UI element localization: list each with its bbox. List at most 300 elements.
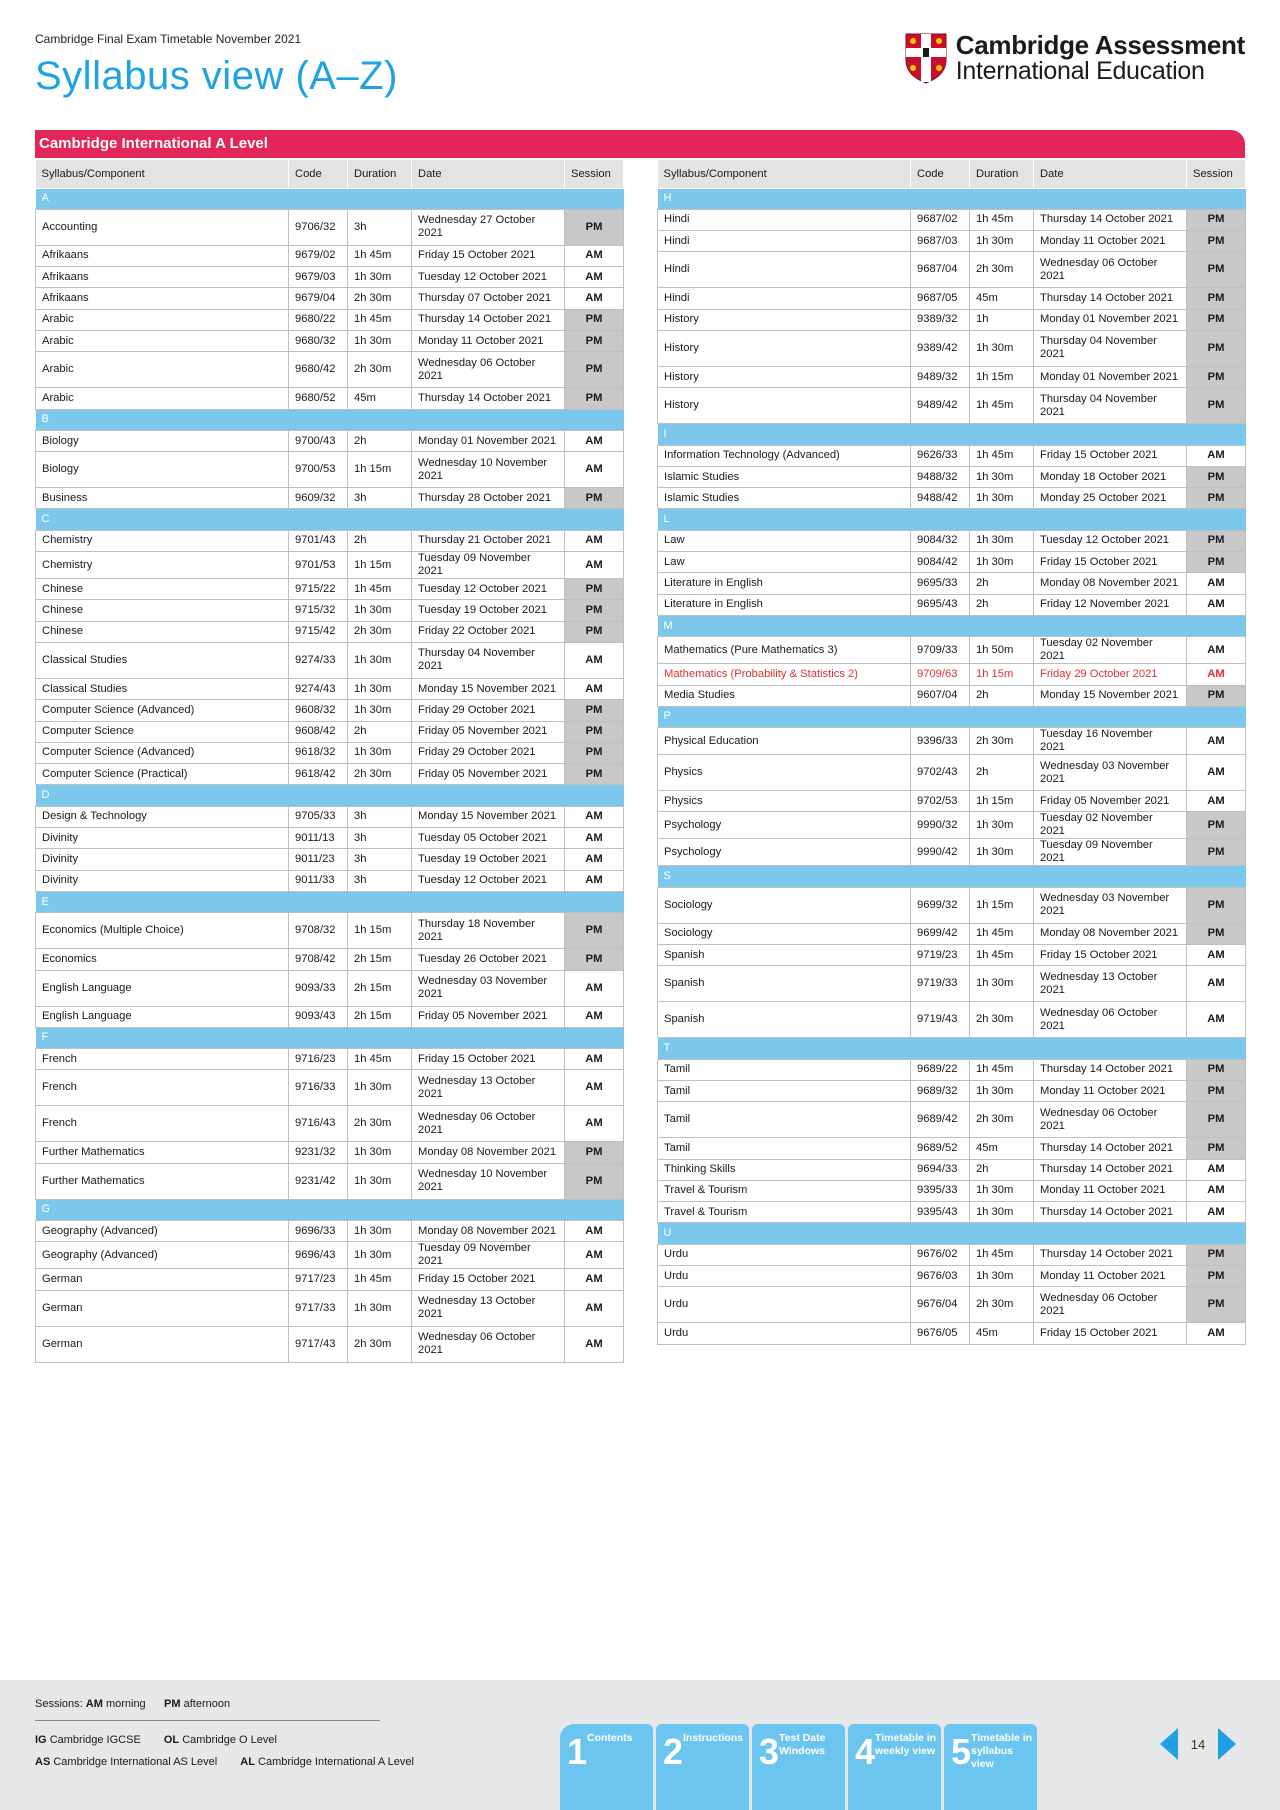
- cell-date: Friday 22 October 2021: [412, 621, 565, 642]
- table-row: [658, 791, 1246, 812]
- table-row: [36, 806, 624, 827]
- cell-code: 9717/43: [289, 1326, 348, 1362]
- cell-code: 9701/43: [289, 530, 348, 551]
- cell-session: PM: [565, 621, 624, 642]
- cell-date: Monday 15 November 2021: [1034, 685, 1187, 706]
- cell-syllabus: Information Technology (Advanced): [658, 445, 911, 466]
- table-row: [36, 678, 624, 699]
- timetable-left-body: [36, 188, 624, 1362]
- cell-code: 9699/32: [911, 887, 970, 923]
- cell-session: PM: [1187, 552, 1246, 573]
- letter-group-label: L: [658, 509, 1246, 530]
- cell-session: PM: [565, 330, 624, 351]
- cell-date: Wednesday 10 November 2021: [412, 452, 565, 488]
- table-row: [658, 685, 1246, 706]
- cell-date: Tuesday 26 October 2021: [412, 949, 565, 970]
- logo-line-2: International Education: [955, 57, 1205, 85]
- document-subtitle: Cambridge Final Exam Timetable November 2021: [35, 32, 302, 46]
- cell-duration: 2h 15m: [348, 949, 412, 970]
- sessions-legend: [35, 1698, 230, 1710]
- cell-session: PM: [1187, 1102, 1246, 1138]
- cell-duration: 2h 30m: [970, 1102, 1034, 1138]
- cell-syllabus: Mathematics (Probability & Statistics 2): [658, 664, 911, 685]
- cell-duration: 3h: [348, 828, 412, 849]
- col-header-syllabus: Syllabus/Component: [36, 160, 289, 188]
- cell-date: Tuesday 02 November 2021: [1034, 637, 1187, 664]
- cell-syllabus: Classical Studies: [36, 642, 289, 678]
- cell-code: 9084/42: [911, 552, 970, 573]
- timetable-right: [657, 160, 1246, 1345]
- cell-session: AM: [1187, 573, 1246, 594]
- cell-syllabus: Literature in English: [658, 573, 911, 594]
- cell-syllabus: Urdu: [658, 1266, 911, 1287]
- table-header-row: [36, 160, 624, 188]
- cell-code: 9715/32: [289, 600, 348, 621]
- cell-session: AM: [565, 1269, 624, 1290]
- abbr-text: Cambridge IGCSE: [49, 1734, 141, 1746]
- abbr-text: Cambridge O Level: [182, 1734, 277, 1746]
- abbreviation-legend-row-1: [35, 1734, 297, 1746]
- cell-duration: 1h 30m: [970, 488, 1034, 509]
- cell-date: Monday 08 November 2021: [1034, 573, 1187, 594]
- cell-date: Thursday 14 October 2021: [1034, 1244, 1187, 1265]
- cell-date: Thursday 14 October 2021: [412, 388, 565, 409]
- table-row: [658, 1102, 1246, 1138]
- col-header-date: Date: [1034, 160, 1187, 188]
- cell-session: AM: [565, 1070, 624, 1106]
- cell-session: PM: [1187, 1080, 1246, 1101]
- cell-code: 9489/42: [911, 388, 970, 424]
- cell-duration: 1h 30m: [970, 966, 1034, 1002]
- table-row: [658, 887, 1246, 923]
- cell-date: Wednesday 13 October 2021: [412, 1070, 565, 1106]
- cell-date: Thursday 14 October 2021: [1034, 1159, 1187, 1180]
- cell-session: AM: [565, 870, 624, 891]
- cell-code: 9700/53: [289, 452, 348, 488]
- cell-syllabus: French: [36, 1106, 289, 1142]
- col-header-duration: Duration: [970, 160, 1034, 188]
- cell-duration: 1h 30m: [348, 700, 412, 721]
- cell-syllabus: Mathematics (Pure Mathematics 3): [658, 637, 911, 664]
- nav-tab-instructions[interactable]: [656, 1724, 749, 1810]
- cell-date: Monday 11 October 2021: [1034, 1180, 1187, 1201]
- page-number: 14: [1190, 1736, 1206, 1752]
- cell-session: AM: [565, 1242, 624, 1269]
- cell-date: Friday 29 October 2021: [1034, 664, 1187, 685]
- cell-syllabus: Chemistry: [36, 552, 289, 579]
- cell-syllabus: Spanish: [658, 966, 911, 1002]
- letter-group-row: [658, 1038, 1246, 1059]
- cell-date: Monday 25 October 2021: [1034, 488, 1187, 509]
- cell-date: Friday 15 October 2021: [1034, 1323, 1187, 1344]
- cell-syllabus: Urdu: [658, 1287, 911, 1323]
- cell-duration: 1h 30m: [348, 742, 412, 763]
- cell-date: Monday 08 November 2021: [412, 1221, 565, 1242]
- cell-code: 9695/33: [911, 573, 970, 594]
- nav-tab-weekly-view[interactable]: [848, 1724, 941, 1810]
- cell-session: PM: [1187, 231, 1246, 252]
- table-row: [36, 600, 624, 621]
- col-header-session: Session: [1187, 160, 1246, 188]
- cell-syllabus: Law: [658, 530, 911, 551]
- cell-duration: 1h 45m: [348, 245, 412, 266]
- table-row: [658, 1244, 1246, 1265]
- cell-syllabus: History: [658, 330, 911, 366]
- table-header-row: [658, 160, 1246, 188]
- am-text: morning: [105, 1698, 146, 1710]
- cell-duration: 2h 30m: [348, 1106, 412, 1142]
- cell-duration: 2h 30m: [348, 764, 412, 785]
- cell-date: Friday 05 November 2021: [412, 764, 565, 785]
- cell-session: PM: [1187, 887, 1246, 923]
- cell-syllabus: Afrikaans: [36, 267, 289, 288]
- table-row: [36, 209, 624, 245]
- cell-duration: 1h 45m: [970, 445, 1034, 466]
- cell-duration: 1h 30m: [970, 330, 1034, 366]
- table-row: [36, 530, 624, 551]
- cell-duration: 2h 30m: [970, 1287, 1034, 1323]
- cell-session: AM: [565, 1326, 624, 1362]
- cell-code: 9717/33: [289, 1290, 348, 1326]
- cell-syllabus: Computer Science (Practical): [36, 764, 289, 785]
- cell-date: Thursday 04 November 2021: [412, 642, 565, 678]
- cell-date: Friday 05 November 2021: [412, 1006, 565, 1027]
- cell-code: 9706/32: [289, 209, 348, 245]
- cell-code: 9231/32: [289, 1142, 348, 1163]
- cell-date: Monday 15 November 2021: [412, 806, 565, 827]
- cell-code: 9389/42: [911, 330, 970, 366]
- cell-duration: 3h: [348, 488, 412, 509]
- cell-date: Wednesday 06 October 2021: [1034, 1102, 1187, 1138]
- cell-code: 9488/32: [911, 466, 970, 487]
- cell-syllabus: Media Studies: [658, 685, 911, 706]
- letter-group-row: [36, 409, 624, 430]
- table-row: [658, 573, 1246, 594]
- cell-duration: 1h 15m: [348, 452, 412, 488]
- cell-duration: 1h 45m: [348, 579, 412, 600]
- table-row: [658, 945, 1246, 966]
- timetable-right-column: [657, 160, 1245, 1345]
- table-row: [658, 1159, 1246, 1180]
- cell-syllabus: Chinese: [36, 600, 289, 621]
- cell-date: Thursday 21 October 2021: [412, 530, 565, 551]
- cell-duration: 1h 45m: [970, 945, 1034, 966]
- letter-group-label: C: [36, 509, 624, 530]
- cell-date: Wednesday 13 October 2021: [1034, 966, 1187, 1002]
- cell-code: 9717/23: [289, 1269, 348, 1290]
- timetable-left-column: [35, 160, 623, 1363]
- cell-session: AM: [1187, 637, 1246, 664]
- cell-duration: 45m: [970, 288, 1034, 309]
- cell-syllabus: Thinking Skills: [658, 1159, 911, 1180]
- table-row: [36, 849, 624, 870]
- cell-syllabus: Computer Science (Advanced): [36, 742, 289, 763]
- table-row: [36, 764, 624, 785]
- cell-syllabus: Economics (Multiple Choice): [36, 913, 289, 949]
- nav-tab-syllabus-view[interactable]: [944, 1724, 1037, 1810]
- table-row: [658, 1287, 1246, 1323]
- page-navigator: [1160, 1728, 1236, 1760]
- cell-code: 9696/33: [289, 1221, 348, 1242]
- letter-group-row: [658, 866, 1246, 887]
- cell-session: AM: [565, 267, 624, 288]
- cell-code: 9719/33: [911, 966, 970, 1002]
- table-row: [658, 637, 1246, 664]
- cell-session: AM: [565, 1290, 624, 1326]
- cell-date: Wednesday 03 November 2021: [1034, 887, 1187, 923]
- abbr-code: IG: [35, 1734, 47, 1746]
- cell-syllabus: History: [658, 309, 911, 330]
- letter-group-label: I: [658, 424, 1246, 445]
- cell-code: 9011/33: [289, 870, 348, 891]
- cell-duration: 1h 15m: [970, 887, 1034, 923]
- col-header-syllabus: Syllabus/Component: [658, 160, 911, 188]
- cell-syllabus: Arabic: [36, 309, 289, 330]
- cell-syllabus: Classical Studies: [36, 678, 289, 699]
- cell-syllabus: Hindi: [658, 288, 911, 309]
- letter-group-label: A: [36, 188, 624, 209]
- cell-duration: 3h: [348, 806, 412, 827]
- cell-syllabus: Spanish: [658, 1002, 911, 1038]
- table-row: [658, 1266, 1246, 1287]
- cell-duration: 2h 30m: [348, 1326, 412, 1362]
- cell-code: 9680/32: [289, 330, 348, 351]
- cell-code: 9395/43: [911, 1202, 970, 1223]
- cell-session: PM: [1187, 466, 1246, 487]
- cell-duration: 1h 30m: [970, 530, 1034, 551]
- cell-duration: 3h: [348, 209, 412, 245]
- cell-session: AM: [1187, 1002, 1246, 1038]
- cell-date: Monday 15 November 2021: [412, 678, 565, 699]
- cell-session: PM: [1187, 330, 1246, 366]
- letter-group-row: [36, 785, 624, 806]
- cell-duration: 2h 30m: [348, 288, 412, 309]
- cell-session: AM: [1187, 594, 1246, 615]
- table-row: [658, 309, 1246, 330]
- crest-shield-icon: [904, 32, 948, 84]
- cell-duration: 1h: [970, 309, 1034, 330]
- nav-tab-test-date-windows[interactable]: [752, 1724, 845, 1810]
- cell-session: AM: [565, 530, 624, 551]
- letter-group-label: U: [658, 1223, 1246, 1244]
- cell-syllabus: Further Mathematics: [36, 1163, 289, 1199]
- cell-syllabus: Afrikaans: [36, 245, 289, 266]
- previous-page-arrow-icon[interactable]: [1160, 1728, 1178, 1760]
- cell-session: AM: [565, 678, 624, 699]
- cell-syllabus: Design & Technology: [36, 806, 289, 827]
- nav-tab-number: 3: [759, 1731, 780, 1772]
- cell-code: 9719/23: [911, 945, 970, 966]
- cell-date: Thursday 04 November 2021: [1034, 330, 1187, 366]
- nav-tab-label: Instructions: [683, 1732, 744, 1744]
- table-row: [36, 1221, 624, 1242]
- cell-date: Wednesday 06 October 2021: [1034, 252, 1187, 288]
- cell-duration: 1h 45m: [348, 1269, 412, 1290]
- cell-code: 9689/22: [911, 1059, 970, 1080]
- cell-duration: 1h 30m: [970, 812, 1034, 839]
- cell-session: AM: [565, 245, 624, 266]
- cell-duration: 1h 45m: [970, 1059, 1034, 1080]
- cell-date: Monday 08 November 2021: [1034, 923, 1187, 944]
- table-row: [36, 1142, 624, 1163]
- cell-syllabus: English Language: [36, 970, 289, 1006]
- cell-syllabus: Geography (Advanced): [36, 1242, 289, 1269]
- table-row: [658, 488, 1246, 509]
- nav-tab-label: Contents: [587, 1732, 633, 1744]
- cell-code: 9084/32: [911, 530, 970, 551]
- next-page-arrow-icon[interactable]: [1218, 1728, 1236, 1760]
- cell-duration: 1h 30m: [970, 466, 1034, 487]
- cell-date: Thursday 14 October 2021: [1034, 209, 1187, 230]
- cell-syllabus: Law: [658, 552, 911, 573]
- table-row: [36, 552, 624, 579]
- cell-session: AM: [565, 1049, 624, 1070]
- letter-group-label: B: [36, 409, 624, 430]
- cell-date: Friday 15 October 2021: [412, 1049, 565, 1070]
- page-title: Syllabus view (A–Z): [35, 54, 398, 98]
- cell-syllabus: Sociology: [658, 887, 911, 923]
- cell-duration: 1h 15m: [970, 791, 1034, 812]
- cell-duration: 1h 50m: [970, 637, 1034, 664]
- cell-syllabus: Accounting: [36, 209, 289, 245]
- cell-session: AM: [565, 430, 624, 451]
- cell-code: 9715/22: [289, 579, 348, 600]
- cell-date: Monday 08 November 2021: [412, 1142, 565, 1163]
- cell-duration: 1h 30m: [348, 1221, 412, 1242]
- cell-session: AM: [1187, 755, 1246, 791]
- cell-date: Wednesday 03 November 2021: [1034, 755, 1187, 791]
- cell-code: 9990/42: [911, 839, 970, 866]
- cell-date: Friday 29 October 2021: [412, 700, 565, 721]
- table-row: [658, 466, 1246, 487]
- cell-code: 9274/33: [289, 642, 348, 678]
- cell-date: Wednesday 03 November 2021: [412, 970, 565, 1006]
- table-row: [658, 209, 1246, 230]
- cell-date: Thursday 18 November 2021: [412, 913, 565, 949]
- cell-code: 9618/42: [289, 764, 348, 785]
- nav-tab-contents[interactable]: [560, 1724, 653, 1810]
- cell-code: 9679/04: [289, 288, 348, 309]
- letter-group-row: [36, 1199, 624, 1220]
- cell-session: AM: [565, 970, 624, 1006]
- letter-group-row: [658, 424, 1246, 445]
- cell-syllabus: German: [36, 1326, 289, 1362]
- cell-code: 9011/23: [289, 849, 348, 870]
- col-header-duration: Duration: [348, 160, 412, 188]
- cell-code: 9011/13: [289, 828, 348, 849]
- letter-group-row: [36, 509, 624, 530]
- cell-session: PM: [565, 388, 624, 409]
- cell-date: Monday 01 November 2021: [1034, 309, 1187, 330]
- nav-tab-number: 2: [663, 1731, 684, 1772]
- cell-session: PM: [1187, 530, 1246, 551]
- cambridge-logo: [904, 32, 1245, 84]
- nav-tab-number: 4: [855, 1731, 876, 1772]
- cell-session: PM: [565, 721, 624, 742]
- cell-code: 9689/32: [911, 1080, 970, 1101]
- cell-session: AM: [565, 642, 624, 678]
- cell-syllabus: Physics: [658, 755, 911, 791]
- cell-duration: 1h 45m: [348, 1049, 412, 1070]
- cell-session: PM: [565, 700, 624, 721]
- cell-date: Wednesday 06 October 2021: [1034, 1002, 1187, 1038]
- cell-date: Monday 11 October 2021: [1034, 231, 1187, 252]
- table-row: [36, 1163, 624, 1199]
- cell-duration: 45m: [970, 1323, 1034, 1344]
- table-row: [658, 288, 1246, 309]
- cell-code: 9694/33: [911, 1159, 970, 1180]
- letter-group-label: D: [36, 785, 624, 806]
- cell-session: PM: [1187, 685, 1246, 706]
- cell-syllabus: Geography (Advanced): [36, 1221, 289, 1242]
- cell-duration: 2h: [970, 1159, 1034, 1180]
- cell-code: 9702/53: [911, 791, 970, 812]
- letter-group-label: P: [658, 706, 1246, 727]
- cell-code: 9687/02: [911, 209, 970, 230]
- section-nav-tabs: [560, 1724, 1037, 1810]
- cell-session: PM: [565, 209, 624, 245]
- cell-syllabus: Divinity: [36, 828, 289, 849]
- cell-session: AM: [1187, 1159, 1246, 1180]
- letter-group-label: S: [658, 866, 1246, 887]
- cell-session: PM: [565, 949, 624, 970]
- cell-code: 9719/43: [911, 1002, 970, 1038]
- table-row: [36, 1106, 624, 1142]
- cell-duration: 1h 30m: [970, 1180, 1034, 1201]
- cell-session: PM: [565, 488, 624, 509]
- cell-code: 9990/32: [911, 812, 970, 839]
- abbr-code: AS: [35, 1756, 51, 1768]
- cell-code: 9676/03: [911, 1266, 970, 1287]
- table-row: [36, 330, 624, 351]
- qualification-banner: Cambridge International A Level: [35, 130, 1245, 158]
- cell-session: PM: [1187, 209, 1246, 230]
- table-row: [36, 388, 624, 409]
- cell-duration: 1h 30m: [970, 1202, 1034, 1223]
- table-row: [36, 579, 624, 600]
- cell-date: Tuesday 19 October 2021: [412, 849, 565, 870]
- pm-text: afternoon: [183, 1698, 231, 1710]
- cell-session: PM: [1187, 488, 1246, 509]
- cell-syllabus: Hindi: [658, 252, 911, 288]
- cell-duration: 1h 30m: [348, 1290, 412, 1326]
- cell-syllabus: French: [36, 1070, 289, 1106]
- cell-syllabus: History: [658, 366, 911, 387]
- table-row: [36, 913, 624, 949]
- cell-session: AM: [1187, 966, 1246, 1002]
- cell-date: Thursday 28 October 2021: [412, 488, 565, 509]
- cell-code: 9709/33: [911, 637, 970, 664]
- table-row: [658, 388, 1246, 424]
- table-row: [36, 642, 624, 678]
- cell-duration: 2h: [970, 573, 1034, 594]
- cell-date: Friday 15 October 2021: [412, 245, 565, 266]
- legend-divider: [35, 1720, 380, 1721]
- cell-date: Tuesday 12 October 2021: [412, 267, 565, 288]
- cell-syllabus: Physical Education: [658, 728, 911, 755]
- cell-session: PM: [565, 1142, 624, 1163]
- cell-code: 9715/42: [289, 621, 348, 642]
- letter-group-row: [658, 188, 1246, 209]
- table-row: [36, 949, 624, 970]
- cell-code: 9689/42: [911, 1102, 970, 1138]
- cell-date: Monday 11 October 2021: [1034, 1266, 1187, 1287]
- cell-date: Friday 15 October 2021: [1034, 552, 1187, 573]
- table-row: [658, 812, 1246, 839]
- cell-duration: 3h: [348, 849, 412, 870]
- cell-syllabus: German: [36, 1290, 289, 1326]
- cell-session: AM: [1187, 664, 1246, 685]
